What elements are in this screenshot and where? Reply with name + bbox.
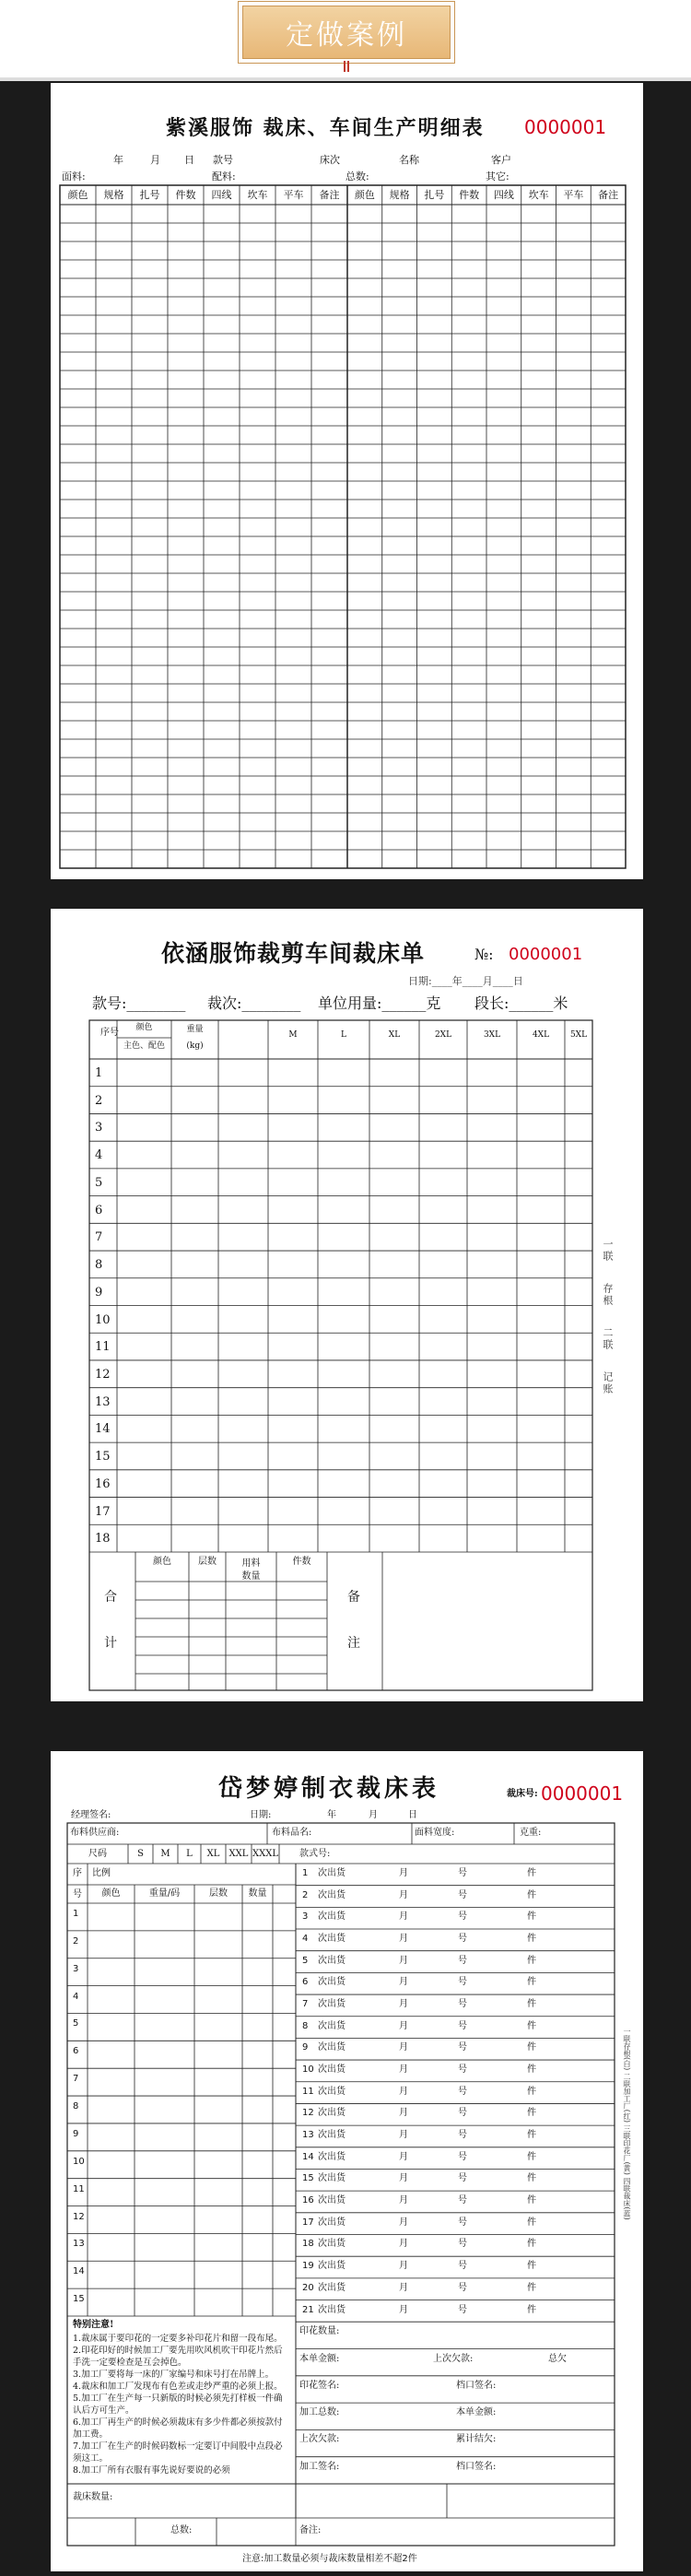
form3-row-number: 7 <box>73 2074 79 2085</box>
form1-left-column-header: 坎车 <box>247 189 268 201</box>
banner-title: 定做案例 <box>242 6 451 59</box>
form3-ship-pcs: 件 <box>527 2020 536 2031</box>
form1-number: 0000001 <box>524 116 607 138</box>
form3-right-field: 本单金额: <box>299 2353 340 2364</box>
form3-ship-day: 号 <box>458 2064 467 2076</box>
form3-ship-pcs: 件 <box>527 1955 536 1966</box>
form3-ship-number: 7 <box>302 1999 309 2010</box>
form3-ship-pcs: 件 <box>527 1889 536 1900</box>
form3-notice-title: 特别注意! <box>73 2320 114 2330</box>
form2-row-number: 2 <box>95 1093 103 1108</box>
form3-date-month: 月 <box>369 1810 378 1820</box>
form3-fabric-label: 布料品名: <box>272 1828 312 1838</box>
form3-ship-month: 月 <box>399 1868 408 1878</box>
form2-side-label: 一联 <box>602 1239 614 1263</box>
form2-side-label: 记账 <box>602 1371 614 1395</box>
form1-left-column-header: 件数 <box>175 189 196 201</box>
form3-ship-month: 月 <box>399 2261 408 2272</box>
form2-row-number: 8 <box>95 1258 103 1273</box>
form3-ship-month: 月 <box>399 1977 408 1988</box>
form3-ship-number: 2 <box>302 1889 309 1900</box>
form3-ship-label: 次出货 <box>318 2020 346 2031</box>
form3-ship-month: 月 <box>399 1955 408 1966</box>
form3-notice-item: 3.加工厂要将每一床的厂家编号和床号打在吊牌上。 <box>73 2370 275 2380</box>
form2-size-header: 4XL <box>532 1030 550 1040</box>
form3-ship-number: 1 <box>302 1868 309 1878</box>
form3-ship-number: 5 <box>302 1955 309 1966</box>
form3-date-label: 日期: <box>250 1810 272 1820</box>
form2-length-field: 段长:______米 <box>474 994 568 1012</box>
form2-summary-header: 颜色 <box>153 1557 171 1567</box>
form3-ship-pcs: 件 <box>527 1911 536 1923</box>
form3-ship-label: 次出货 <box>318 1977 346 1988</box>
form3-ship-day: 号 <box>458 1999 467 2010</box>
form3-ship-day: 号 <box>458 2282 467 2293</box>
form3-ship-month: 月 <box>399 2042 408 2053</box>
form2-row-number: 12 <box>95 1367 111 1382</box>
form3-ship-label: 次出货 <box>318 2042 346 2053</box>
form3-ship-number: 9 <box>302 2042 309 2053</box>
form3-ship-day: 号 <box>458 1977 467 1988</box>
form3-row-number: 10 <box>73 2156 85 2167</box>
form3-left-header: 重量/码 <box>148 1888 181 1899</box>
form3-row-number: 5 <box>73 2018 79 2029</box>
form3-row-number: 15 <box>73 2294 85 2305</box>
form3-notice-item: 6.加工厂再生产的时候必须裁床有多少件都必须按款付加工费。 <box>73 2417 283 2440</box>
form3-ship-label: 次出货 <box>318 2064 346 2076</box>
form1-right-column-header: 备注 <box>598 189 619 201</box>
form3-ship-pcs: 件 <box>527 1977 536 1988</box>
form3-ship-number: 12 <box>302 2108 314 2119</box>
form3-ship-label: 次出货 <box>318 2086 346 2097</box>
form2-size-header: 3XL <box>483 1030 501 1040</box>
form3-ship-month: 月 <box>399 1999 408 2010</box>
form1-right-column-header: 件数 <box>459 189 480 201</box>
form3-ship-number: 18 <box>302 2239 314 2250</box>
form3-left-header: 层数 <box>209 1888 228 1899</box>
form3-ship-number: 21 <box>302 2304 314 2315</box>
form2-row-number: 6 <box>95 1203 103 1217</box>
form3-ship-pcs: 件 <box>527 2108 536 2119</box>
form3-ship-number: 13 <box>302 2130 314 2141</box>
form3-ship-day: 号 <box>458 2042 467 2053</box>
form2-size-header: M <box>288 1030 298 1040</box>
form2-row-number: 15 <box>95 1450 111 1464</box>
form3-ship-day: 号 <box>458 2239 467 2250</box>
form2-sheet <box>51 909 643 1701</box>
form3-ship-month: 月 <box>399 2151 408 2162</box>
form3-total-label: 总数: <box>170 2525 193 2535</box>
form3-row-number: 6 <box>73 2046 79 2057</box>
form1-info-label: 月 <box>150 154 160 166</box>
form3-ship-label: 次出货 <box>318 1911 346 1923</box>
form3-row-number: 13 <box>73 2239 85 2250</box>
form2-total-label: 计 <box>104 1636 117 1651</box>
form2-number-label: №: <box>474 946 494 963</box>
form3-ship-number: 4 <box>302 1934 309 1945</box>
form2-summary-header: 用料数量 <box>241 1559 261 1582</box>
form3-ship-label: 次出货 <box>318 2195 346 2206</box>
form3-date-year: 年 <box>327 1810 336 1820</box>
form3-ship-label: 次出货 <box>318 2282 346 2293</box>
form2-size-header: XL <box>388 1030 401 1040</box>
form2-size-header: L <box>341 1030 346 1040</box>
form3-ship-month: 月 <box>399 2108 408 2119</box>
form2-row-number: 18 <box>95 1532 111 1547</box>
form1-title: 紫溪服饰 裁床、车间生产明细表 <box>166 116 485 140</box>
form3-size-cell: XL <box>206 1849 220 1859</box>
form3-right-field: 上次欠款: <box>299 2434 340 2445</box>
form3-row-number: 8 <box>73 2101 79 2112</box>
form1-right-column-header: 坎车 <box>528 189 549 201</box>
form3-ship-month: 月 <box>399 2282 408 2293</box>
form2-color-header: 颜色 <box>135 1023 153 1032</box>
form2-row-number: 13 <box>95 1394 111 1409</box>
form3-note: 注意:加工数量必须与裁床数量相差不超2件 <box>242 2554 417 2564</box>
form3-right-field: 加工总数: <box>299 2407 340 2418</box>
form3-ship-day: 号 <box>458 1911 467 1923</box>
form3-ship-pcs: 件 <box>527 2282 536 2293</box>
form1-material-label: 总数: <box>346 171 369 182</box>
form3-ship-pcs: 件 <box>527 2261 536 2272</box>
form3-ship-pcs: 件 <box>527 1934 536 1945</box>
form2-row-number: 10 <box>95 1312 111 1327</box>
form3-ship-label: 次出货 <box>318 2261 346 2272</box>
form1-right-column-header: 颜色 <box>354 189 375 201</box>
form3-ship-number: 15 <box>302 2173 314 2184</box>
form2-row-number: 1 <box>95 1066 103 1080</box>
form3-ship-month: 月 <box>399 2130 408 2141</box>
form3-notice-item: 2.印花印好的时候加工厂要先用吹风机吹干印花片然后手洗一定要检查是互会掉色。 <box>73 2346 283 2368</box>
form3-size-cell: S <box>137 1849 144 1859</box>
form1-table-border <box>60 185 626 868</box>
form2-row-number: 4 <box>95 1148 103 1163</box>
form3-ship-pcs: 件 <box>527 2130 536 2141</box>
form2-row-number: 3 <box>95 1121 103 1135</box>
form3-right-field: 印花数量: <box>299 2326 340 2337</box>
form3-ship-pcs: 件 <box>527 2217 536 2228</box>
form3-ship-month: 月 <box>399 2239 408 2250</box>
form2-size-header: 2XL <box>434 1030 452 1040</box>
form2-title: 依涵服饰裁剪车间裁床单 <box>161 940 426 967</box>
form3-row-number: 1 <box>73 1909 79 1919</box>
form3-ship-pcs: 件 <box>527 2304 536 2315</box>
form3-notice-item: 5.加工厂在生产每一只新版的时候必须先打样板一件确认后方可生产。 <box>73 2394 283 2416</box>
form3-ship-day: 号 <box>458 2086 467 2097</box>
form3-date-day: 日 <box>408 1810 417 1820</box>
form2-seq-header: 序号 <box>100 1028 119 1038</box>
form3-ship-day: 号 <box>458 1934 467 1945</box>
form3-size-cell: L <box>186 1849 193 1859</box>
form3-ship-number: 17 <box>302 2217 314 2228</box>
form1-table <box>51 83 643 879</box>
form2-total-label: 合 <box>104 1590 117 1605</box>
form3-title: 岱梦婷制衣裁床表 <box>218 1775 440 1803</box>
form3-ship-day: 号 <box>458 1868 467 1878</box>
form2-remark-label: 注 <box>347 1636 360 1651</box>
form3-ship-month: 月 <box>399 1934 408 1945</box>
form3-ship-label: 次出货 <box>318 2108 346 2119</box>
form2-row-number: 7 <box>95 1230 103 1245</box>
form3-ship-day: 号 <box>458 2173 467 2184</box>
form1-sheet <box>51 83 643 879</box>
form3-ship-label: 次出货 <box>318 1955 346 1966</box>
form2-side-label: 二联 <box>602 1327 614 1351</box>
form2-bed-field: 裁次:________ <box>207 994 301 1012</box>
form1-right-column-header: 扎号 <box>424 189 445 201</box>
form3-ship-number: 20 <box>302 2282 314 2293</box>
form2-row-number: 17 <box>95 1504 111 1519</box>
form3-ship-pcs: 件 <box>527 2086 536 2097</box>
form3-seq-label: 号 <box>73 1889 82 1900</box>
form2-size-header: 5XL <box>569 1030 588 1040</box>
form2-summary-header: 件数 <box>292 1557 311 1567</box>
form3-ship-month: 月 <box>399 2064 408 2076</box>
form3-size-cell: M <box>160 1849 170 1859</box>
form2-date: 日期:____年____月____日 <box>408 975 523 987</box>
form3-ship-pcs: 件 <box>527 2151 536 2162</box>
form3-ship-number: 6 <box>302 1977 309 1988</box>
form3-supplier-label: 布料供应商: <box>70 1828 120 1838</box>
form3-ship-day: 号 <box>458 1955 467 1966</box>
form1-info-label: 名称 <box>399 154 419 166</box>
form3-ship-label: 次出货 <box>318 1889 346 1900</box>
form3-right-field: 档口签名: <box>456 2380 497 2391</box>
form1-info-label: 日 <box>184 154 194 166</box>
form3-ship-number: 10 <box>302 2064 314 2076</box>
form3-remark-label: 备注: <box>299 2525 322 2535</box>
form2-summary-header: 层数 <box>198 1557 217 1567</box>
form3-ship-label: 次出货 <box>318 2304 346 2315</box>
form3-number: 0000001 <box>541 1782 624 1805</box>
form2-color-sub-header: 主色、配色 <box>123 1041 165 1051</box>
form3-right-field: 上次欠款: <box>433 2353 474 2364</box>
form3-notice-list <box>73 2333 290 2476</box>
form3-ship-month: 月 <box>399 1911 408 1923</box>
form3-right-field: 累计结欠: <box>456 2434 497 2445</box>
form3-right-field: 总欠 <box>548 2353 567 2364</box>
form2-remark-label: 备 <box>347 1590 360 1605</box>
form1-right-column-header: 四线 <box>493 189 514 201</box>
form3-ship-month: 月 <box>399 1889 408 1900</box>
form3-ship-day: 号 <box>458 2130 467 2141</box>
form3-ship-number: 8 <box>302 2020 309 2031</box>
form3-row-number: 14 <box>73 2266 85 2277</box>
form2-row-number: 5 <box>95 1175 103 1190</box>
form3-ship-pcs: 件 <box>527 2239 536 2250</box>
form3-ship-label: 次出货 <box>318 1999 346 2010</box>
form3-ship-label: 次出货 <box>318 1868 346 1878</box>
form3-ratio-label: 比例 <box>92 1868 111 1878</box>
form2-weight-header: 重量 <box>186 1025 204 1034</box>
form3-size-label: 尺码 <box>88 1849 107 1859</box>
form3-right-field: 印花签名: <box>299 2380 340 2391</box>
form3-right-field: 加工签名: <box>299 2461 340 2472</box>
form2-side-label: 存根 <box>602 1283 614 1307</box>
form3-row-number: 9 <box>73 2128 79 2139</box>
form3-ship-month: 月 <box>399 2217 408 2228</box>
form3-ship-pcs: 件 <box>527 1999 536 2010</box>
form3-ship-month: 月 <box>399 2020 408 2031</box>
form2-style-field: 款号:________ <box>92 994 186 1012</box>
form2-usage-field: 单位用量:______克 <box>318 994 441 1012</box>
form3-number-label: 裁床号: <box>507 1789 538 1799</box>
form3-ship-number: 14 <box>302 2151 314 2162</box>
form3-manager-label: 经理签名: <box>71 1810 111 1820</box>
form2-row-number: 11 <box>95 1340 111 1355</box>
form3-ship-day: 号 <box>458 2108 467 2119</box>
form1-info-label: 年 <box>113 154 123 166</box>
form3-ship-label: 次出货 <box>318 2217 346 2228</box>
form3-right-field: 档口签名: <box>456 2461 497 2472</box>
form3-ship-pcs: 件 <box>527 1868 536 1878</box>
form2-table-border <box>89 1020 592 1690</box>
form3-ship-day: 号 <box>458 2195 467 2206</box>
form1-info-label: 款号 <box>213 154 233 166</box>
form3-ship-number: 11 <box>302 2086 314 2097</box>
form3-size-cell: XXL <box>228 1849 249 1859</box>
form1-right-column-header: 平车 <box>563 189 584 201</box>
form3-row-number: 3 <box>73 1963 79 1974</box>
form3-ship-pcs: 件 <box>527 2195 536 2206</box>
form1-left-column-header: 备注 <box>319 189 340 201</box>
form3-ship-day: 号 <box>458 2304 467 2315</box>
form3-notice-item: 8.加工厂所有衣服有事先说好要说的必须 <box>73 2465 230 2476</box>
form3-left-header: 颜色 <box>101 1888 121 1899</box>
form3-ship-label: 次出货 <box>318 2130 346 2141</box>
form3-row-number: 4 <box>73 1991 79 2002</box>
form3-row-number: 2 <box>73 1935 79 1947</box>
form1-material-label: 配料: <box>212 171 236 182</box>
form3-ship-pcs: 件 <box>527 2042 536 2053</box>
form3-ship-month: 月 <box>399 2304 408 2315</box>
form3-side-label: 一联存根(白) 二联加工厂(红) 三联印花厂(黄) 四联裁床(蓝) <box>623 2028 631 2220</box>
form1-right-column-header: 规格 <box>389 189 410 201</box>
form3-ship-day: 号 <box>458 2217 467 2228</box>
form1-left-column-header: 颜色 <box>67 189 88 201</box>
form1-left-column-header: 平车 <box>283 189 304 201</box>
form3-ship-number: 19 <box>302 2261 314 2272</box>
form3-weight-label: 克重: <box>520 1828 542 1838</box>
form3-ship-day: 号 <box>458 2020 467 2031</box>
form3-ship-month: 月 <box>399 2086 408 2097</box>
form3-bed-qty-label: 裁床数量: <box>73 2492 113 2502</box>
form3-ship-day: 号 <box>458 2151 467 2162</box>
form3-ship-month: 月 <box>399 2173 408 2184</box>
form3-width-label: 面料宽度: <box>415 1828 455 1838</box>
form3-notice-item: 1.裁床属于要印花的一定要多补印花片和留一段布尾。 <box>73 2334 283 2344</box>
form2-number: 0000001 <box>509 945 583 964</box>
header-band <box>0 0 691 81</box>
form3-ship-label: 次出货 <box>318 2151 346 2162</box>
form3-notice-item: 7.加工厂在生产的时候码数标一定要订中间股中点段必须这工。 <box>73 2441 283 2464</box>
form3-ship-number: 16 <box>302 2195 314 2206</box>
form2-weight-unit: (kg) <box>186 1041 204 1051</box>
form3-ship-day: 号 <box>458 2261 467 2272</box>
form1-info-label: 床次 <box>320 154 340 166</box>
form3-ship-label: 次出货 <box>318 2239 346 2250</box>
form3-style-label: 款式号: <box>299 1849 331 1859</box>
form3-ship-label: 次出货 <box>318 2173 346 2184</box>
form3-right-field: 本单金额: <box>456 2407 497 2418</box>
form3-seq-label: 序 <box>73 1868 82 1878</box>
form1-left-column-header: 扎号 <box>139 189 160 201</box>
form3-ship-month: 月 <box>399 2195 408 2206</box>
form3-left-header: 数量 <box>248 1888 267 1899</box>
form3-size-cell: XXXL <box>252 1849 278 1859</box>
form2-row-number: 14 <box>95 1422 111 1437</box>
form3-row-number: 12 <box>73 2211 85 2222</box>
form3-ship-label: 次出货 <box>318 1934 346 1945</box>
form3-ship-number: 3 <box>302 1911 309 1923</box>
form1-left-column-header: 四线 <box>211 189 232 201</box>
form1-material-label: 面料: <box>62 171 86 182</box>
form3-row-number: 11 <box>73 2183 85 2194</box>
form3-ship-pcs: 件 <box>527 2064 536 2076</box>
form1-info-label: 客户 <box>491 154 511 166</box>
form3-ship-day: 号 <box>458 1889 467 1900</box>
form3-ship-pcs: 件 <box>527 2173 536 2184</box>
form2-row-number: 9 <box>95 1285 103 1300</box>
form1-material-label: 其它: <box>486 171 509 182</box>
form1-left-column-header: 规格 <box>103 189 124 201</box>
form2-row-number: 16 <box>95 1476 111 1491</box>
form3-notice-item: 4.裁床和加工厂发现布有色差或走纱严重的必须上报。 <box>73 2382 283 2392</box>
form3-sheet <box>51 1751 643 2571</box>
